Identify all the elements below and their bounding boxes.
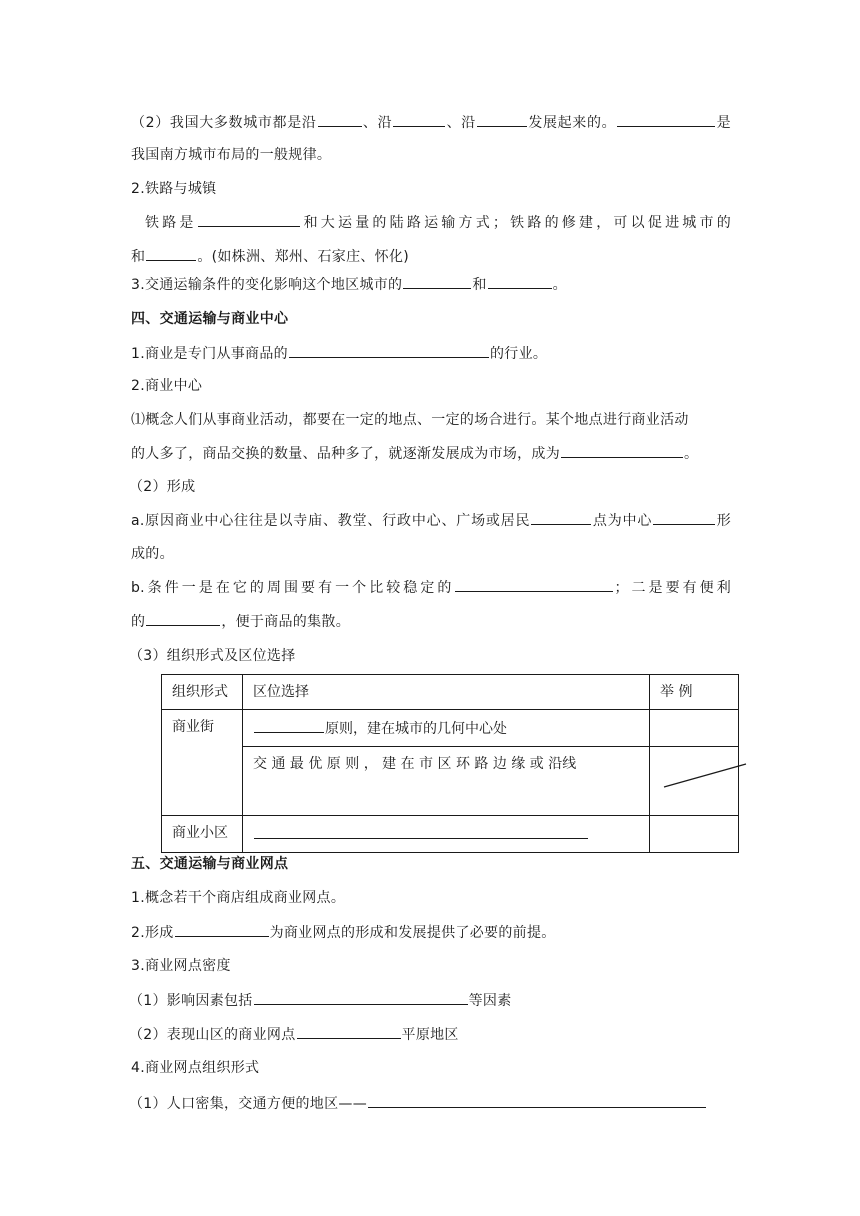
- table-cell-example[interactable]: [650, 710, 739, 747]
- text-fragment: 的: [131, 614, 146, 630]
- table-cell-form: 商业街: [162, 710, 243, 816]
- text-fragment: 。: [552, 277, 567, 293]
- answer-blank[interactable]: [198, 210, 300, 227]
- text-line: 我国南方城市布局的一般规律。: [131, 147, 332, 163]
- table-row: [162, 816, 739, 853]
- table-cell-location: [243, 816, 650, 853]
- table-cell-example[interactable]: [650, 816, 739, 853]
- table-cell-form: 商业小区: [162, 816, 243, 853]
- text-fragment: （2）表现山区的商业网点: [129, 1027, 296, 1043]
- text-fragment: （1）影响因素包括: [129, 993, 253, 1009]
- text-fragment: ；二是要有便利: [614, 580, 731, 596]
- text-fragment: 等因素: [468, 993, 512, 1009]
- text-line: [131, 575, 731, 599]
- answer-blank[interactable]: [297, 1022, 401, 1039]
- answer-blank[interactable]: [488, 272, 552, 289]
- answer-blank[interactable]: [146, 244, 196, 261]
- text-line: [129, 988, 729, 1012]
- text-fragment: 、沿: [362, 115, 393, 131]
- text-fragment: a.原因商业中心往往是以寺庙、教堂、行政中心、广场或居民: [131, 513, 531, 529]
- text-fragment: b.条件一是在它的周围要有一个比较稳定的: [131, 580, 455, 596]
- answer-blank[interactable]: [455, 575, 613, 592]
- text-fragment: 和: [472, 277, 487, 293]
- text-fragment: 2.形成: [131, 925, 174, 941]
- table-header-cell: 组织形式: [162, 675, 243, 710]
- text-fragment: 1.商业是专门从事商品的: [131, 346, 288, 362]
- subheading: 4.商业网点组织形式: [131, 1060, 260, 1076]
- answer-blank[interactable]: [617, 110, 715, 127]
- section-heading: 四、交通运输与商业中心: [131, 311, 289, 327]
- text-fragment: 、沿: [446, 115, 476, 131]
- text-fragment: 的行业。: [489, 346, 548, 362]
- text-fragment: 原则，建在城市的几何中心处: [325, 721, 507, 737]
- text-fragment: （2）我国大多数城市都是沿: [131, 115, 317, 131]
- answer-blank[interactable]: [175, 920, 269, 937]
- text-fragment: 为商业网点的形成和发展提供了必要的前提。: [269, 925, 556, 941]
- text-fragment: 3.交通运输条件的变化影响这个地区城市的: [131, 277, 403, 293]
- text-line: [129, 1091, 729, 1115]
- text-fragment: 。(如株洲、郑州、石家庄、怀化): [197, 249, 410, 265]
- text-fragment: （1）人口密集，交通方便的地区——: [129, 1096, 368, 1112]
- subheading: 3.商业网点密度: [131, 958, 231, 974]
- subheading: （3）组织形式及区位选择: [129, 648, 296, 664]
- answer-blank[interactable]: [653, 508, 715, 525]
- table-header-row: [162, 675, 739, 710]
- text-line: [131, 244, 731, 268]
- text-fragment: 和大运量的陆路运输方式；铁路的修建，可以促进城市的: [300, 215, 732, 231]
- table-cell-location: [243, 710, 650, 747]
- table-cell-location: 交 通 最 优 原 则 ， 建 在 市 区 环 路 边 缘 或 沿线: [243, 747, 650, 816]
- answer-blank[interactable]: [531, 508, 591, 525]
- text-fragment: 平原地区: [401, 1027, 459, 1043]
- answer-blank[interactable]: [368, 1091, 706, 1108]
- text-line: ⑴概念人们从事商业活动，都要在一定的地点、一定的场合进行。某个地点进行商业活动: [131, 412, 689, 428]
- answer-blank[interactable]: [254, 988, 468, 1005]
- answer-blank[interactable]: [393, 110, 445, 127]
- answer-blank[interactable]: [477, 110, 527, 127]
- text-line: [131, 441, 731, 465]
- subheading: 2.铁路与城镇: [131, 181, 217, 197]
- table-row: [162, 710, 739, 747]
- answer-blank[interactable]: [561, 441, 683, 458]
- answer-blank[interactable]: [146, 609, 220, 626]
- text-fragment: ，便于商品的集散。: [221, 614, 351, 630]
- answer-blank[interactable]: [403, 272, 471, 289]
- text-line: [131, 920, 731, 944]
- section-heading: 五、交通运输与商业网点: [131, 856, 289, 872]
- text-line: [131, 110, 731, 134]
- subheading: 2.商业中心: [131, 378, 203, 394]
- text-line: 成的。: [131, 546, 174, 562]
- organization-table: [161, 674, 739, 853]
- text-fragment: 铁路是: [145, 215, 197, 231]
- answer-blank[interactable]: [254, 716, 324, 733]
- text-line: [131, 609, 731, 633]
- text-fragment: 的人多了，商品交换的数量、品种多了，就逐渐发展成为市场，成为: [131, 446, 560, 462]
- text-line: 1.概念若干个商店组成商业网点。: [131, 890, 346, 906]
- table-header-cell: 举 例: [650, 675, 739, 710]
- text-line: [131, 341, 731, 365]
- answer-blank[interactable]: [254, 822, 588, 839]
- text-line: [129, 1022, 729, 1046]
- text-fragment: 和: [131, 249, 146, 265]
- subheading: （2）形成: [129, 479, 196, 495]
- answer-blank[interactable]: [289, 341, 489, 358]
- text-line: [131, 272, 731, 296]
- text-fragment: 点为中心: [592, 513, 653, 529]
- text-fragment: 。: [684, 446, 699, 462]
- table-cell-example[interactable]: [650, 747, 739, 816]
- text-line: [131, 508, 731, 532]
- answer-blank[interactable]: [318, 110, 362, 127]
- table-header-cell: 区位选择: [243, 675, 650, 710]
- table-row: [162, 747, 739, 816]
- text-line: [145, 210, 731, 234]
- text-fragment: 形: [716, 513, 731, 529]
- text-fragment: 发展起来的。: [527, 115, 617, 131]
- text-fragment: 是: [716, 115, 731, 131]
